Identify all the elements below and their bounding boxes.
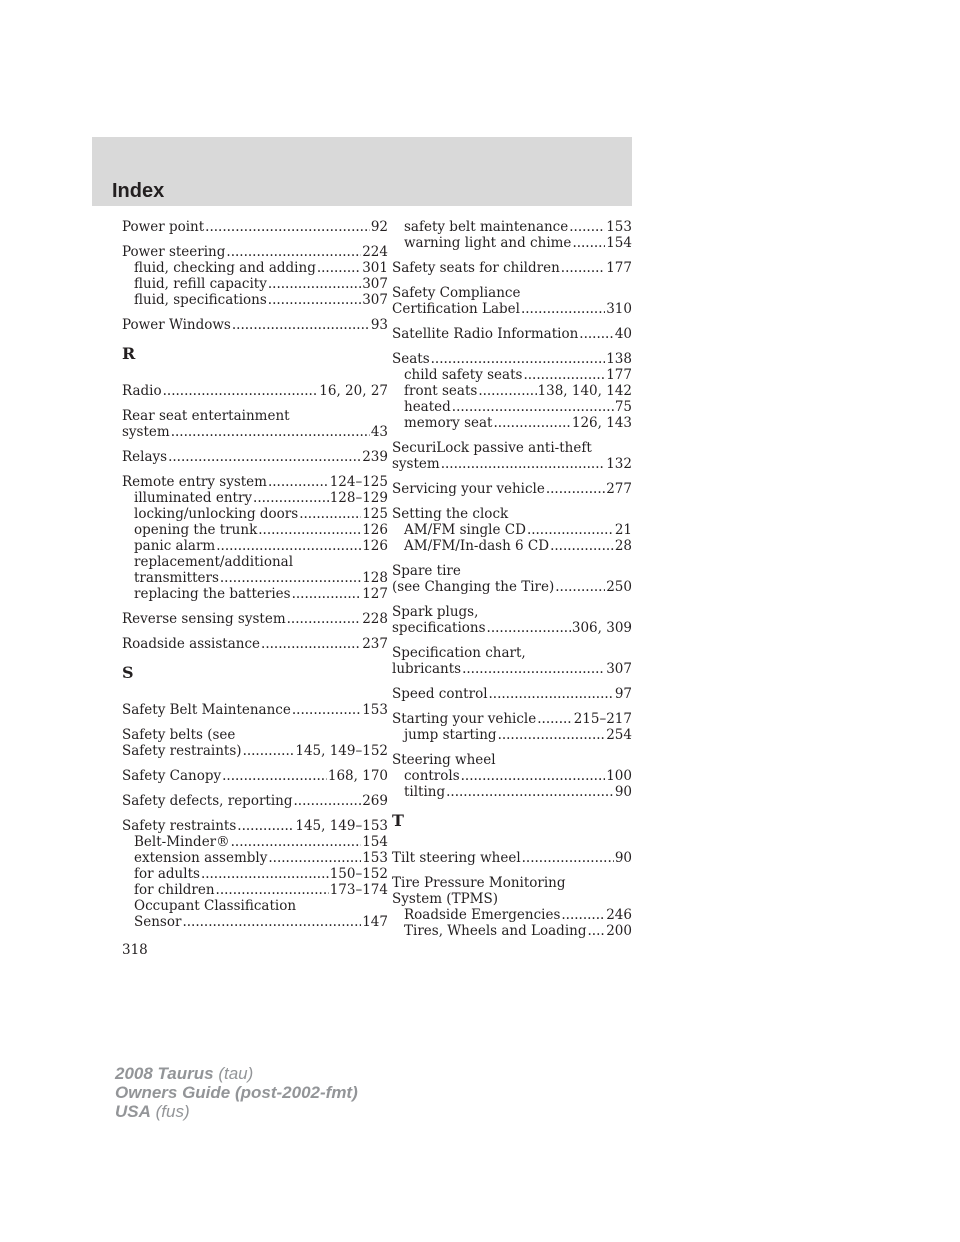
entry-label: Occupant Classification	[134, 898, 297, 914]
dot-leader	[527, 522, 614, 538]
entry-label: Remote entry system	[122, 474, 267, 490]
index-entry-line	[392, 661, 632, 677]
dot-leader	[222, 768, 327, 784]
entry-page-ref: 124–125	[329, 474, 388, 490]
dot-leader	[292, 702, 361, 718]
index-entry-line	[392, 301, 632, 317]
entry-page-ref: 75	[614, 399, 632, 415]
index-subentry-line	[122, 882, 388, 898]
dot-leader	[587, 923, 605, 939]
index-entry	[392, 645, 632, 677]
entry-label: Reverse sensing system	[122, 611, 286, 627]
index-entry-line	[122, 793, 388, 809]
dot-leader	[201, 866, 329, 882]
index-entry	[122, 408, 388, 440]
dot-leader	[237, 818, 294, 834]
entry-label: (see Changing the Tire)	[392, 579, 555, 595]
entry-page-ref: 310	[606, 301, 632, 317]
index-subentry-line	[122, 490, 388, 506]
index-entry	[122, 793, 388, 809]
footer-line-bold: USA	[115, 1102, 151, 1121]
index-entry-line	[122, 727, 388, 743]
index-subentry-line	[122, 914, 388, 930]
index-entry	[122, 244, 388, 308]
index-subentry-line	[122, 260, 388, 276]
index-entry-line	[392, 620, 632, 636]
entry-label: specifications	[392, 620, 486, 636]
index-entry-line	[122, 383, 388, 399]
entry-label: Safety defects, reporting	[122, 793, 293, 809]
entry-page-ref: 40	[614, 326, 632, 342]
dot-leader	[493, 415, 570, 431]
index-subentry-line	[122, 538, 388, 554]
index-entry	[392, 875, 632, 939]
index-entry-line	[122, 317, 388, 333]
index-entry	[122, 636, 388, 652]
entry-label: for adults	[134, 866, 200, 882]
entry-label: Belt-Minder®	[134, 834, 230, 850]
dot-leader	[168, 449, 361, 465]
dot-leader	[216, 538, 361, 554]
entry-label: transmitters	[134, 570, 219, 586]
index-section-letter: S	[122, 663, 134, 682]
entry-page-ref: 306, 309	[571, 620, 632, 636]
index-entry	[392, 752, 632, 800]
entry-page-ref: 150–152	[329, 866, 388, 882]
dot-leader	[550, 538, 614, 554]
index-subentry-line	[122, 292, 388, 308]
section-header-bar	[92, 137, 632, 206]
index-entry	[392, 850, 632, 866]
entry-label: Steering wheel	[392, 752, 496, 768]
entry-label: Rear seat entertainment	[122, 408, 290, 424]
entry-page-ref: 177	[606, 260, 632, 276]
entry-page-ref: 128	[362, 570, 388, 586]
dot-leader	[261, 636, 361, 652]
index-subentry-line	[392, 383, 632, 399]
entry-label: Setting the clock	[392, 506, 509, 522]
entry-page-ref: 154	[606, 235, 632, 251]
dot-leader	[258, 522, 361, 538]
dot-leader	[431, 351, 606, 367]
index-subentry-line	[392, 415, 632, 431]
index-subentry-line	[392, 367, 632, 383]
entry-page-ref: 128–129	[329, 490, 388, 506]
index-subentry-line	[122, 506, 388, 522]
entry-page-ref: 92	[370, 219, 388, 235]
entry-label: extension assembly	[134, 850, 268, 866]
entry-label: Spare tire	[392, 563, 461, 579]
index-entry-line	[392, 875, 632, 891]
index-entry-line	[122, 219, 388, 235]
entry-page-ref: 16, 20, 27	[319, 383, 388, 399]
dot-leader	[293, 793, 361, 809]
entry-label: replacement/additional	[134, 554, 294, 570]
entry-label: for children	[134, 882, 215, 898]
index-entry	[122, 818, 388, 930]
index-subentry-line	[392, 727, 632, 743]
entry-label: locking/unlocking doors	[134, 506, 299, 522]
index-entry	[122, 474, 388, 602]
dot-leader	[226, 244, 361, 260]
index-entry-line	[392, 891, 632, 907]
entry-label: tilting	[404, 784, 446, 800]
index-entry	[392, 285, 632, 317]
entry-label: opening the trunk	[134, 522, 258, 538]
dot-leader	[537, 711, 572, 727]
entry-label: panic alarm	[134, 538, 216, 554]
index-entry-line	[392, 563, 632, 579]
index-subentry-line	[392, 235, 632, 251]
entry-label: Speed control	[392, 686, 488, 702]
footer-line-normal: (tau)	[218, 1064, 254, 1083]
entry-label: AM/FM/In-dash 6 CD	[404, 538, 550, 554]
footer-line	[115, 1102, 358, 1121]
entry-label: Power point	[122, 219, 205, 235]
index-entry-line	[122, 611, 388, 627]
entry-label: Seats	[392, 351, 430, 367]
entry-page-ref: 126	[362, 522, 388, 538]
entry-page-ref: 90	[614, 784, 632, 800]
index-subentry-line	[122, 586, 388, 602]
dot-leader	[317, 260, 361, 276]
index-section-letter: T	[392, 811, 404, 830]
dot-leader	[523, 367, 605, 383]
index-entry	[392, 711, 632, 743]
entry-page-ref: 97	[614, 686, 632, 702]
dot-leader	[498, 727, 606, 743]
index-entry-line	[392, 645, 632, 661]
index-subentry-line	[392, 907, 632, 923]
index-subentry-line	[392, 219, 632, 235]
entry-page-ref: 147	[362, 914, 388, 930]
entry-label: Specification chart,	[392, 645, 526, 661]
index-subentry-line	[122, 522, 388, 538]
entry-label: Power steering	[122, 244, 226, 260]
index-entry-line	[122, 449, 388, 465]
entry-label: Tilt steering wheel	[392, 850, 521, 866]
entry-page-ref: 153	[362, 702, 388, 718]
index-entry-line	[392, 579, 632, 595]
index-entry-line	[392, 285, 632, 301]
index-entry-line	[392, 711, 632, 727]
dot-leader	[462, 661, 605, 677]
entry-page-ref: 254	[606, 727, 632, 743]
dot-leader	[579, 326, 614, 342]
index-section-letter: R	[122, 344, 136, 363]
index-entry-line	[392, 604, 632, 620]
dot-leader	[220, 570, 361, 586]
dot-leader	[441, 456, 606, 472]
entry-label: Roadside assistance	[122, 636, 261, 652]
index-entry	[392, 326, 632, 342]
entry-page-ref: 250	[606, 579, 632, 595]
index-subentry-line	[392, 768, 632, 784]
index-entry-line	[122, 424, 388, 440]
entry-page-ref: 307	[362, 276, 388, 292]
entry-page-ref: 153	[362, 850, 388, 866]
index-entry	[122, 727, 388, 759]
dot-leader	[205, 219, 370, 235]
entry-page-ref: 138	[606, 351, 632, 367]
index-subentry-line	[392, 538, 632, 554]
entry-page-ref: 177	[606, 367, 632, 383]
footer-line-bold: 2008 Taurus	[115, 1064, 214, 1083]
dot-leader	[546, 481, 605, 497]
entry-label: front seats	[404, 383, 478, 399]
entry-page-ref: 145, 149–153	[295, 818, 388, 834]
entry-page-ref: 126, 143	[571, 415, 632, 431]
index-entry-line	[392, 326, 632, 342]
dot-leader	[478, 383, 536, 399]
index-entry-line	[122, 408, 388, 424]
entry-label: Safety Canopy	[122, 768, 222, 784]
entry-label: fluid, specifications	[134, 292, 267, 308]
dot-leader	[461, 768, 606, 784]
entry-label: Tire Pressure Monitoring	[392, 875, 566, 891]
entry-label: Safety seats for children	[392, 260, 560, 276]
dot-leader	[268, 850, 361, 866]
dot-leader	[452, 399, 614, 415]
entry-label: controls	[404, 768, 460, 784]
index-column-right	[392, 219, 632, 948]
index-entry	[122, 611, 388, 627]
entry-page-ref: 28	[614, 538, 632, 554]
dot-leader	[299, 506, 361, 522]
dot-leader	[268, 292, 361, 308]
index-subentry-line	[122, 866, 388, 882]
index-subentry-line	[122, 834, 388, 850]
index-entry	[392, 604, 632, 636]
entry-label: Safety restraints)	[122, 743, 242, 759]
index-subentry-line	[122, 898, 388, 914]
entry-label: jump starting	[404, 727, 497, 743]
entry-page-ref: 145, 149–152	[295, 743, 388, 759]
index-entry-line	[122, 768, 388, 784]
entry-label: lubricants	[392, 661, 462, 677]
index-entry-line	[122, 743, 388, 759]
dot-leader	[521, 301, 605, 317]
index-entry-line	[392, 456, 632, 472]
index-entry	[392, 351, 632, 431]
entry-label: Satellite Radio Information	[392, 326, 579, 342]
footer-line-bold: Owners Guide (post-2002-fmt)	[115, 1083, 358, 1102]
index-entry-line	[392, 481, 632, 497]
entry-label: SecuriLock passive anti-theft	[392, 440, 592, 456]
entry-page-ref: 127	[362, 586, 388, 602]
index-subentry-line	[392, 399, 632, 415]
index-entry-line	[392, 686, 632, 702]
document-footer	[115, 1064, 358, 1121]
entry-page-ref: 125	[362, 506, 388, 522]
index-entry-line	[392, 440, 632, 456]
entry-label: Tires, Wheels and Loading	[404, 923, 587, 939]
index-entry	[122, 317, 388, 333]
entry-page-ref: 126	[362, 538, 388, 554]
index-entry-line	[392, 850, 632, 866]
dot-leader	[216, 882, 329, 898]
index-subentry-line	[392, 923, 632, 939]
dot-leader	[231, 834, 362, 850]
dot-leader	[292, 586, 362, 602]
entry-label: fluid, refill capacity	[134, 276, 267, 292]
dot-leader	[253, 490, 329, 506]
entry-label: Starting your vehicle	[392, 711, 537, 727]
entry-page-ref: 200	[606, 923, 632, 939]
dot-leader	[555, 579, 605, 595]
dot-leader	[572, 235, 605, 251]
entry-label: fluid, checking and adding	[134, 260, 316, 276]
index-entry	[122, 768, 388, 784]
entry-page-ref: 43	[370, 424, 388, 440]
index-entry	[392, 260, 632, 276]
dot-leader	[489, 686, 614, 702]
entry-page-ref: 246	[606, 907, 632, 923]
index-entry-line	[122, 636, 388, 652]
entry-label: Sensor	[134, 914, 182, 930]
index-entry	[392, 686, 632, 702]
index-entry-line	[122, 244, 388, 260]
index-subentry-line	[122, 276, 388, 292]
entry-page-ref: 21	[614, 522, 632, 538]
index-entry-line	[122, 474, 388, 490]
dot-leader	[232, 317, 370, 333]
index-entry-line	[392, 260, 632, 276]
entry-page-ref: 301	[362, 260, 388, 276]
index-entry	[122, 449, 388, 465]
entry-page-ref: 239	[362, 449, 388, 465]
index-entry-line	[392, 506, 632, 522]
entry-label: Power Windows	[122, 317, 231, 333]
index-entry-line	[392, 351, 632, 367]
entry-page-ref: 93	[370, 317, 388, 333]
index-column-left	[122, 219, 388, 939]
entry-page-ref: 215–217	[573, 711, 632, 727]
entry-page-ref: 173–174	[329, 882, 388, 898]
entry-page-ref: 100	[606, 768, 632, 784]
dot-leader	[243, 743, 295, 759]
dot-leader	[171, 424, 370, 440]
index-entry	[122, 219, 388, 235]
entry-page-ref: 138, 140, 142	[537, 383, 632, 399]
index-subentry-line	[392, 784, 632, 800]
entry-label: Roadside Emergencies	[404, 907, 561, 923]
entry-page-ref: 153	[606, 219, 632, 235]
dot-leader	[561, 260, 605, 276]
entry-label: Safety Compliance	[392, 285, 521, 301]
entry-page-ref: 277	[606, 481, 632, 497]
index-subentry-line	[122, 570, 388, 586]
entry-label: Relays	[122, 449, 168, 465]
entry-label: Servicing your vehicle	[392, 481, 545, 497]
dot-leader	[268, 474, 329, 490]
entry-label: replacing the batteries	[134, 586, 291, 602]
entry-page-ref: 90	[614, 850, 632, 866]
entry-label: Safety belts (see	[122, 727, 236, 743]
entry-label: memory seat	[404, 415, 493, 431]
footer-line	[115, 1083, 358, 1102]
entry-label: Safety Belt Maintenance	[122, 702, 291, 718]
page-title: Index	[112, 180, 165, 202]
index-entry	[122, 383, 388, 399]
dot-leader	[182, 914, 361, 930]
index-subentry-line	[122, 850, 388, 866]
page-number: 318	[122, 942, 148, 958]
entry-page-ref: 237	[362, 636, 388, 652]
dot-leader	[287, 611, 362, 627]
index-entry	[392, 563, 632, 595]
entry-label: Radio	[122, 383, 162, 399]
index-entry-line	[122, 818, 388, 834]
footer-line-normal: (fus)	[155, 1102, 190, 1121]
entry-label: child safety seats	[404, 367, 523, 383]
entry-page-ref: 269	[362, 793, 388, 809]
dot-leader	[569, 219, 605, 235]
entry-page-ref: 224	[362, 244, 388, 260]
entry-page-ref: 168, 170	[327, 768, 388, 784]
entry-label: system	[392, 456, 440, 472]
entry-label: system	[122, 424, 170, 440]
entry-label: AM/FM single CD	[404, 522, 526, 538]
entry-label: warning light and chime	[404, 235, 572, 251]
entry-label: illuminated entry	[134, 490, 253, 506]
entry-page-ref: 132	[606, 456, 632, 472]
dot-leader	[561, 907, 605, 923]
dot-leader	[163, 383, 319, 399]
index-entry	[392, 506, 632, 554]
entry-label: System (TPMS)	[392, 891, 499, 907]
footer-line	[115, 1064, 358, 1083]
index-entry	[392, 219, 632, 251]
index-subentry-line	[392, 522, 632, 538]
dot-leader	[522, 850, 614, 866]
entry-page-ref: 307	[362, 292, 388, 308]
entry-label: heated	[404, 399, 451, 415]
index-entry-line	[392, 752, 632, 768]
entry-label: safety belt maintenance	[404, 219, 569, 235]
entry-page-ref: 154	[362, 834, 388, 850]
entry-page-ref: 228	[362, 611, 388, 627]
index-entry	[392, 481, 632, 497]
entry-label: Certification Label	[392, 301, 520, 317]
dot-leader	[487, 620, 571, 636]
entry-label: Safety restraints	[122, 818, 237, 834]
index-entry	[122, 702, 388, 718]
index-entry-line	[122, 702, 388, 718]
dot-leader	[268, 276, 361, 292]
dot-leader	[446, 784, 614, 800]
entry-page-ref: 307	[606, 661, 632, 677]
index-subentry-line	[122, 554, 388, 570]
index-entry	[392, 440, 632, 472]
entry-label: Spark plugs,	[392, 604, 479, 620]
